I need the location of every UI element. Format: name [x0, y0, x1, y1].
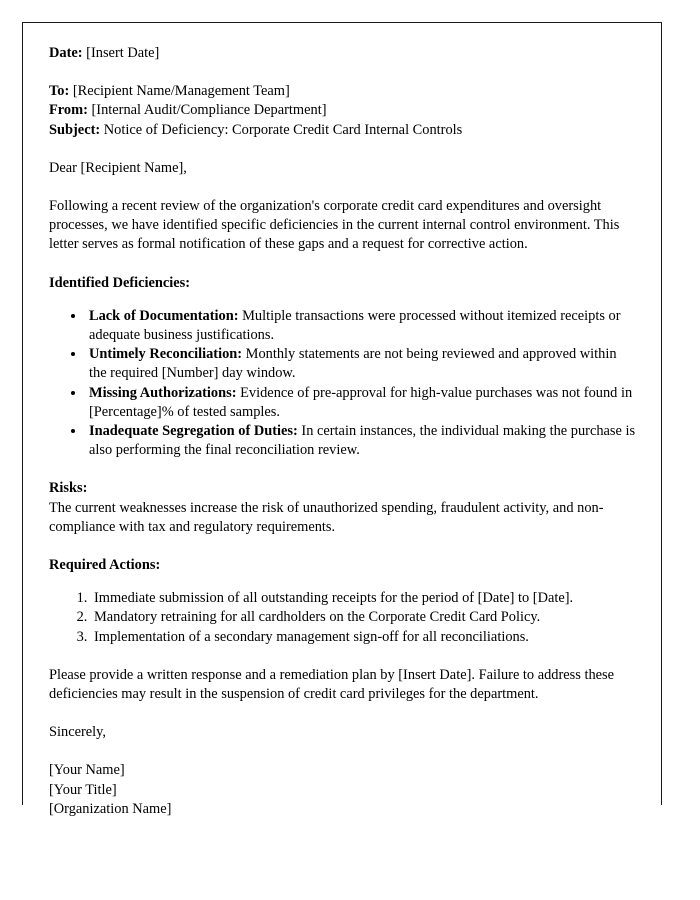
list-item: 2. Mandatory retraining for all cardholders on the Corporate Credit Card Policy.: [91, 608, 637, 627]
letter-document: [49, 44, 637, 819]
spacer-before-closing: [49, 647, 637, 666]
signer-title: [Your Title]: [49, 781, 117, 798]
subject-label: Subject:: [49, 121, 101, 138]
intro-paragraph: Following a recent review of the organization's corporate credit card expenditures and oversight processes, we have identified specific deficiencies in the current internal control environment. This letter serves as formal notification of these gaps and a request for corrective action.: [49, 198, 620, 253]
deficiency-term: Lack of Documentation:: [89, 307, 239, 324]
deficiencies-heading: Identified Deficiencies:: [49, 274, 191, 291]
required-actions-list: [49, 589, 637, 647]
risks-paragraph: The current weaknesses increase the risk of unauthorized spending, fraudulent activity, and non-compliance with tax and regulatory requirements.: [49, 499, 604, 535]
spacer-before-deficiencies: [49, 255, 637, 274]
spacer-before-actions: [49, 537, 637, 556]
deficiencies-list: [49, 307, 637, 461]
deficiency-text: In certain instances, the individual making the purchase is also performing the final reconciliation review.: [89, 423, 636, 459]
risks-heading: Risks:: [49, 480, 88, 497]
signer-name: [Your Name]: [49, 762, 125, 779]
list-item: [86, 345, 637, 383]
subject-value: Notice of Deficiency: Corporate Credit Card Internal Controls: [103, 121, 463, 138]
actions-heading: Required Actions:: [49, 557, 161, 574]
list-item: [86, 384, 637, 422]
to-line: [49, 82, 637, 101]
spacer-after-salutation: [49, 178, 637, 197]
date-line: [49, 44, 637, 63]
to-value: [Recipient Name/Management Team]: [72, 83, 290, 100]
salutation: Dear [Recipient Name],: [49, 159, 187, 176]
spacer-before-signature: [49, 704, 637, 723]
list-item: [86, 422, 637, 460]
spacer-before-risks: [49, 460, 637, 479]
deficiency-text: Evidence of pre-approval for high-value purchases was not found in [Percentage]% of tested samples.: [89, 384, 633, 420]
date-label: Date:: [49, 45, 83, 61]
deficiency-text: Monthly statements are not being reviewed and approved within the required [Number] day window.: [89, 346, 617, 382]
spacer-after-valediction: [49, 742, 637, 761]
list-item: 3. Implementation of a secondary management sign-off for all reconciliations.: [91, 628, 637, 647]
to-label: To:: [49, 83, 70, 100]
list-item: 1. Immediate submission of all outstanding receipts for the period of [Date] to [Date].: [91, 589, 637, 608]
deficiency-term: Inadequate Segregation of Duties:: [89, 423, 298, 440]
spacer-after-date: [49, 63, 637, 82]
spacer-before-action-list: [49, 575, 637, 589]
spacer-before-bullet-list: [49, 293, 637, 307]
signer-organization: [Organization Name]: [49, 800, 172, 817]
deficiency-term: Missing Authorizations:: [89, 384, 237, 401]
deficiency-text: Multiple transactions were processed without itemized receipts or adequate business justifications.: [89, 307, 621, 344]
subject-line: [49, 121, 637, 140]
from-label: From:: [49, 102, 88, 119]
spacer-after-header: [49, 140, 637, 159]
from-line: [49, 101, 637, 120]
deficiency-term: Untimely Reconciliation:: [89, 346, 243, 363]
list-item: [86, 307, 637, 345]
date-value: [Insert Date]: [86, 45, 160, 61]
from-value: [Internal Audit/Compliance Department]: [91, 102, 327, 119]
valediction: Sincerely,: [49, 724, 107, 741]
closing-paragraph: Please provide a written response and a remediation plan by [Insert Date]. Failure to address these deficiencies may result in the suspension of credit card privileges for the department.: [49, 666, 615, 703]
